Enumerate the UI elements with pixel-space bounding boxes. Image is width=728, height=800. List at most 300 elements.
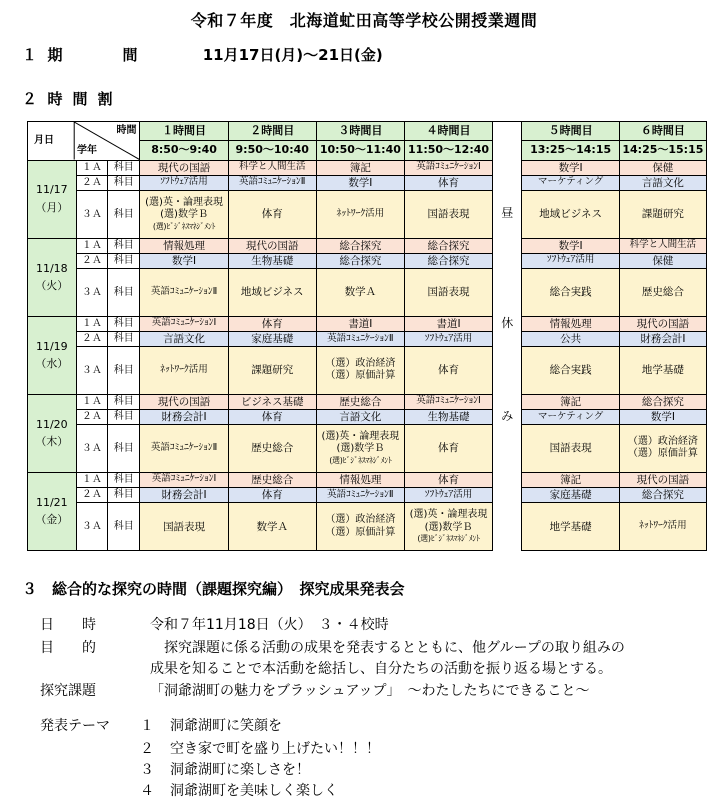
class-cell — [522, 160, 619, 175]
period-name: １時間目 — [140, 122, 228, 141]
class-cell — [228, 316, 316, 331]
presentation-theme-row — [140, 738, 380, 758]
class-cell-line: （選）政治経済 — [325, 357, 396, 369]
class-subject: 簿記 — [560, 395, 582, 408]
corner-grade-label: 学年 — [77, 145, 97, 157]
class-cell — [404, 425, 492, 473]
grade-label: ３Ａ — [76, 269, 107, 317]
class-subject: 英語ｺﾐｭﾆｹｰｼｮﾝⅡ — [327, 332, 394, 344]
class-cell — [404, 160, 492, 175]
class-cell — [228, 409, 316, 424]
period-name: ２時間目 — [228, 122, 316, 141]
class-cell — [140, 269, 228, 317]
lunch-gap — [493, 409, 522, 424]
class-subject: 総合探究 — [339, 239, 382, 252]
theme-number: ４ — [140, 783, 154, 799]
class-subject: ﾈｯﾄﾜｰｸ活用 — [160, 363, 208, 375]
grade-label: ２Ａ — [76, 331, 107, 346]
theme-title: 空き家で町を盛り上げたい！！！ — [170, 741, 380, 757]
class-cell — [522, 503, 619, 551]
class-subject: 課題研究 — [251, 364, 294, 377]
purpose-line-1: 探究課題に係る活動の成果を発表するとともに、他グループの取り組みの — [150, 640, 625, 656]
class-subject: 国語表現 — [549, 442, 592, 455]
table-row — [28, 269, 707, 317]
grade-label: ３Ａ — [76, 425, 107, 473]
day-date: 11/21 — [35, 495, 68, 509]
lunch-gap — [493, 316, 522, 331]
class-cell — [140, 487, 228, 502]
class-subject: 総合探究 — [427, 254, 470, 267]
period-time: 14:25～15:15 — [619, 141, 706, 160]
class-cell — [404, 175, 492, 190]
subject-label: 科目 — [108, 472, 140, 487]
section-presentation: ３ 総合的な探究の時間（課題探究編） 探究成果発表会 — [22, 580, 405, 598]
class-cell-line: (選)数学Ｂ — [160, 209, 208, 221]
class-subject: 地学基礎 — [549, 520, 592, 533]
class-subject: 歴史総合 — [251, 473, 294, 486]
class-subject: 数学Ａ — [256, 520, 288, 533]
day-date: 11/19 — [35, 339, 68, 353]
period-time: 13:25～14:15 — [522, 141, 619, 160]
class-subject: 数学Ⅰ — [558, 239, 583, 252]
class-subject: ｿﾌﾄｳｪｱ活用 — [160, 176, 208, 188]
presentation-purpose — [40, 637, 625, 657]
class-cell — [228, 425, 316, 473]
class-subject: 総合探究 — [641, 489, 684, 502]
topic-key: 探究課題 — [40, 683, 96, 699]
presentation-theme-row — [140, 759, 310, 779]
class-cell — [228, 347, 316, 395]
class-cell — [316, 190, 404, 238]
class-cell — [140, 253, 228, 268]
class-subject: 総合探究 — [641, 395, 684, 408]
class-subject: 家庭基礎 — [549, 489, 592, 502]
class-subject: 数学Ａ — [344, 286, 377, 299]
class-cell — [619, 347, 706, 395]
class-cell — [140, 175, 228, 190]
class-cell — [522, 175, 619, 190]
table-row — [28, 503, 707, 551]
period-value: 11月17日(月)～21日(金) — [202, 46, 383, 64]
class-cell — [228, 238, 316, 253]
class-cell — [522, 347, 619, 395]
class-cell — [316, 175, 404, 190]
class-subject: 英語ｺﾐｭﾆｹｰｼｮﾝⅡ — [327, 488, 394, 500]
day-cell — [28, 472, 77, 550]
class-subject: 体育 — [261, 317, 283, 330]
class-subject: 言語文化 — [339, 410, 382, 423]
day-cell — [28, 316, 77, 394]
class-cell — [522, 190, 619, 238]
class-cell-line: (選)英・論理表現 — [409, 509, 488, 521]
day-of-week: （月） — [35, 201, 69, 215]
period-time: 9:50～10:40 — [228, 141, 316, 160]
theme-number: １ — [140, 718, 154, 734]
class-subject: 国語表現 — [427, 208, 470, 221]
class-cell — [522, 269, 619, 317]
class-subject: 英語ｺﾐｭﾆｹｰｼｮﾝⅠ — [151, 473, 217, 485]
table-row — [28, 160, 707, 175]
class-cell — [522, 472, 619, 487]
class-subject: ｿﾌﾄｳｪｱ活用 — [424, 488, 473, 500]
section-number: ２ — [22, 90, 38, 108]
class-cell — [140, 503, 228, 551]
class-cell — [404, 394, 492, 409]
subject-label: 科目 — [108, 316, 140, 331]
class-cell — [140, 238, 228, 253]
grade-label: １Ａ — [76, 472, 107, 487]
class-cell-line: （選）原価計算 — [325, 526, 396, 538]
corner-time-label: 時間 — [116, 125, 137, 136]
section-timetable — [22, 88, 122, 109]
lunch-gap — [493, 425, 522, 473]
class-cell — [228, 253, 316, 268]
timetable — [27, 121, 707, 551]
class-cell — [404, 487, 492, 502]
lunch-gap — [493, 122, 522, 161]
class-cell — [404, 316, 492, 331]
class-cell-line: （選）原価計算 — [627, 448, 698, 460]
class-cell — [140, 425, 228, 473]
class-subject: 現代の国語 — [157, 395, 211, 408]
grade-label: １Ａ — [76, 394, 107, 409]
class-subject: 保健 — [652, 254, 674, 267]
class-cell — [522, 487, 619, 502]
table-row — [28, 472, 707, 487]
class-cell — [316, 409, 404, 424]
class-cell — [228, 160, 316, 175]
corner-cell — [28, 122, 140, 161]
class-cell — [404, 472, 492, 487]
class-subject: 英語ｺﾐｭﾆｹｰｼｮﾝⅡ — [150, 285, 218, 297]
grade-label: ２Ａ — [76, 487, 107, 502]
day-cell — [28, 394, 77, 472]
table-row — [28, 175, 707, 190]
subject-label: 科目 — [108, 160, 140, 175]
class-cell — [619, 238, 706, 253]
class-subject: 簿記 — [349, 161, 371, 174]
class-cell — [522, 253, 619, 268]
class-subject: 体育 — [438, 473, 460, 486]
grade-label: ３Ａ — [76, 190, 107, 238]
class-cell — [522, 238, 619, 253]
class-cell — [316, 160, 404, 175]
class-cell-line: (選)英・論理表現 — [321, 430, 400, 442]
date-value: 令和７年11月18日（火） ３・４校時 — [150, 617, 389, 633]
class-cell — [619, 331, 706, 346]
class-cell — [404, 331, 492, 346]
class-cell — [140, 347, 228, 395]
class-cell-line: （選）原価計算 — [325, 370, 396, 382]
subject-label: 科目 — [108, 409, 140, 424]
class-cell — [228, 472, 316, 487]
class-cell — [619, 190, 706, 238]
class-cell — [404, 503, 492, 551]
theme-number: ２ — [140, 741, 154, 757]
class-cell — [316, 394, 404, 409]
class-subject: 情報処理 — [163, 239, 206, 252]
class-cell-line: （選）政治経済 — [627, 435, 698, 447]
class-cell — [228, 331, 316, 346]
class-subject: 英語ｺﾐｭﾆｹｰｼｮﾝⅡ — [239, 176, 306, 188]
subject-label: 科目 — [108, 253, 140, 268]
class-cell — [316, 331, 404, 346]
lunch-gap — [493, 331, 522, 346]
grade-label: ３Ａ — [76, 347, 107, 395]
class-subject: 現代の国語 — [636, 317, 690, 330]
grade-label: １Ａ — [76, 238, 107, 253]
class-subject: 生物基礎 — [427, 410, 470, 423]
corner-day-label: 月日 — [34, 135, 54, 146]
class-subject: 財務会計Ⅰ — [161, 410, 207, 423]
class-cell — [619, 425, 706, 473]
class-cell — [619, 316, 706, 331]
class-cell — [140, 331, 228, 346]
class-subject: 歴史総合 — [339, 395, 382, 408]
class-subject: 英語ｺﾐｭﾆｹｰｼｮﾝⅠ — [416, 161, 481, 173]
grade-label: ２Ａ — [76, 175, 107, 190]
class-cell — [140, 409, 228, 424]
lunch-gap — [493, 238, 522, 253]
lunch-gap — [493, 190, 522, 238]
class-cell — [316, 472, 404, 487]
class-subject: 財務会計Ⅰ — [640, 332, 686, 345]
table-row — [28, 190, 707, 238]
class-cell — [619, 175, 706, 190]
class-subject: 体育 — [261, 208, 283, 221]
class-subject: 体育 — [438, 442, 460, 455]
day-date: 11/18 — [35, 261, 68, 275]
class-cell — [228, 269, 316, 317]
class-cell-line: (選)数学Ｂ — [424, 521, 473, 533]
subject-label: 科目 — [108, 238, 140, 253]
class-subject: 書道Ⅰ — [348, 317, 373, 330]
class-cell — [228, 175, 316, 190]
class-cell — [404, 409, 492, 424]
class-subject: 数学Ⅰ — [348, 176, 373, 189]
class-subject: 体育 — [261, 489, 283, 502]
period-time: 10:50～11:40 — [316, 141, 404, 160]
theme-title: 洞爺湖町を美味しく楽しく — [170, 783, 338, 799]
class-subject: 生物基礎 — [251, 254, 294, 267]
section-label: 時間割 — [47, 90, 123, 108]
class-subject: 地域ビジネス — [539, 208, 602, 221]
class-cell — [228, 394, 316, 409]
class-cell — [316, 269, 404, 317]
class-subject: 総合探究 — [339, 254, 382, 267]
class-subject: ﾈｯﾄﾜｰｸ活用 — [639, 520, 687, 532]
class-cell — [316, 503, 404, 551]
class-subject: ﾈｯﾄﾜｰｸ活用 — [336, 207, 385, 219]
lunch-label: 休 — [501, 316, 514, 330]
table-row — [28, 347, 707, 395]
class-subject: 体育 — [438, 176, 460, 189]
class-subject: 地域ビジネス — [240, 286, 304, 299]
day-cell — [28, 238, 77, 316]
class-subject: 現代の国語 — [636, 473, 690, 486]
table-row — [28, 316, 707, 331]
class-subject: 科学と人間生活 — [629, 239, 697, 251]
class-cell — [619, 253, 706, 268]
class-subject: 国語表現 — [427, 286, 470, 299]
class-cell-line: (選)数学Ｂ — [336, 443, 385, 455]
day-of-week: （水） — [35, 357, 69, 371]
class-subject: 情報処理 — [339, 473, 382, 486]
header-row — [28, 122, 707, 141]
class-cell — [316, 253, 404, 268]
class-cell — [619, 503, 706, 551]
class-subject: 公共 — [560, 332, 582, 345]
lunch-gap — [493, 347, 522, 395]
class-subject: 地学基礎 — [641, 364, 684, 377]
themes-key: 発表テーマ — [40, 718, 110, 734]
day-date: 11/17 — [35, 183, 68, 197]
period-name: ４時間目 — [404, 122, 492, 141]
class-cell — [522, 409, 619, 424]
class-subject: 現代の国語 — [245, 239, 299, 252]
subject-label: 科目 — [108, 487, 140, 502]
class-cell — [316, 347, 404, 395]
day-of-week: （火） — [35, 279, 69, 293]
class-subject: ｿﾌﾄｳｪｱ活用 — [546, 254, 595, 266]
class-subject: 歴史総合 — [641, 286, 684, 299]
class-cell — [140, 394, 228, 409]
class-subject: 現代の国語 — [157, 161, 211, 174]
class-subject: 英語ｺﾐｭﾆｹｰｼｮﾝⅠ — [416, 395, 481, 407]
class-subject: 数学Ⅰ — [172, 254, 197, 267]
class-cell — [404, 238, 492, 253]
class-cell — [619, 394, 706, 409]
subject-label: 科目 — [108, 347, 140, 395]
class-subject: 簿記 — [560, 473, 582, 486]
class-subject: 歴史総合 — [251, 442, 294, 455]
section-label: 期 間 — [47, 46, 148, 64]
class-subject: 言語文化 — [163, 332, 206, 345]
class-cell — [404, 269, 492, 317]
topic-value: 「洞爺湖町の魅力をブラッシュアップ」 ～わたしたちにできること～ — [150, 683, 590, 699]
class-subject: マーケティング — [537, 176, 604, 188]
day-date: 11/20 — [35, 417, 68, 431]
subject-label: 科目 — [108, 190, 140, 238]
class-subject: 情報処理 — [549, 317, 592, 330]
period-name: ３時間目 — [316, 122, 404, 141]
class-subject: 書道Ⅰ — [436, 317, 461, 330]
lunch-gap — [493, 472, 522, 487]
class-cell-line: (選)英・論理表現 — [145, 196, 223, 208]
subject-label: 科目 — [108, 503, 140, 551]
class-cell-line: (選)ﾋﾞｼﾞﾈｽﾏﾈｼﾞﾒﾝﾄ — [417, 534, 480, 544]
class-cell — [619, 409, 706, 424]
purpose-key: 目 的 — [40, 640, 96, 656]
class-cell — [228, 503, 316, 551]
class-cell — [404, 190, 492, 238]
lunch-gap — [493, 253, 522, 268]
class-cell — [316, 487, 404, 502]
table-row — [28, 409, 707, 424]
table-row — [28, 425, 707, 473]
day-of-week: （金） — [35, 513, 69, 527]
class-cell — [316, 316, 404, 331]
class-cell — [522, 394, 619, 409]
page-title: 令和７年度 北海道虻田高等学校公開授業週間 — [190, 11, 538, 30]
presentation-theme-row — [40, 715, 282, 735]
class-cell — [140, 190, 228, 238]
day-cell — [28, 160, 77, 238]
class-cell — [619, 269, 706, 317]
class-subject: 体育 — [438, 364, 460, 377]
subject-label: 科目 — [108, 394, 140, 409]
table-row — [28, 253, 707, 268]
lunch-gap — [493, 503, 522, 551]
lunch-gap — [493, 160, 522, 175]
class-cell — [228, 190, 316, 238]
class-subject: 課題研究 — [641, 208, 684, 221]
theme-number: ３ — [140, 762, 154, 778]
table-row — [28, 487, 707, 502]
class-subject: 体育 — [261, 410, 283, 423]
class-cell — [619, 472, 706, 487]
table-row — [28, 394, 707, 409]
presentation-topic — [40, 680, 589, 700]
section-number: １ — [22, 46, 38, 64]
subject-label: 科目 — [108, 331, 140, 346]
class-cell — [140, 160, 228, 175]
lunch-gap — [493, 487, 522, 502]
table-row — [28, 238, 707, 253]
class-subject: 数学Ⅰ — [650, 410, 675, 423]
class-subject: 保健 — [652, 161, 674, 174]
class-cell — [619, 487, 706, 502]
theme-title: 洞爺湖町に楽しさを！ — [170, 762, 310, 778]
class-cell — [316, 238, 404, 253]
section-period — [22, 44, 383, 65]
lunch-gap — [493, 394, 522, 409]
grade-label: ３Ａ — [76, 503, 107, 551]
class-subject: 財務会計Ⅰ — [161, 489, 207, 502]
class-subject: 英語ｺﾐｭﾆｹｰｼｮﾝⅠ — [151, 317, 217, 329]
class-cell-line: （選）政治経済 — [325, 514, 396, 526]
day-of-week: （木） — [35, 435, 69, 449]
lunch-gap — [493, 269, 522, 317]
class-cell — [619, 160, 706, 175]
grade-label: １Ａ — [76, 316, 107, 331]
grade-label: ２Ａ — [76, 253, 107, 268]
class-cell — [140, 472, 228, 487]
class-cell — [404, 347, 492, 395]
period-name: ５時間目 — [522, 122, 619, 141]
presentation-date — [40, 614, 389, 634]
class-cell-line: (選)ﾋﾞｼﾞﾈｽﾏﾈｼﾞﾒﾝﾄ — [329, 455, 392, 465]
class-subject: 総合実践 — [549, 286, 592, 299]
period-time: 11:50～12:40 — [404, 141, 492, 160]
class-subject: 国語表現 — [163, 520, 206, 533]
class-cell — [522, 425, 619, 473]
subject-label: 科目 — [108, 425, 140, 473]
theme-title: 洞爺湖町に笑顔を — [170, 718, 282, 734]
class-cell — [522, 331, 619, 346]
class-subject: 総合実践 — [549, 364, 592, 377]
period-time: 8:50～9:40 — [140, 141, 228, 160]
class-subject: 英語ｺﾐｭﾆｹｰｼｮﾝⅡ — [150, 441, 218, 453]
class-cell — [140, 316, 228, 331]
purpose-line-2: 成果を知ることで本活動を総括し、自分たちの活動を振り返る場とする。 — [150, 661, 612, 677]
date-key: 日 時 — [40, 617, 96, 633]
subject-label: 科目 — [108, 175, 140, 190]
grade-label: ２Ａ — [76, 409, 107, 424]
period-name: ６時間目 — [619, 122, 706, 141]
table-row — [28, 331, 707, 346]
class-subject: 数学Ⅰ — [558, 161, 583, 174]
